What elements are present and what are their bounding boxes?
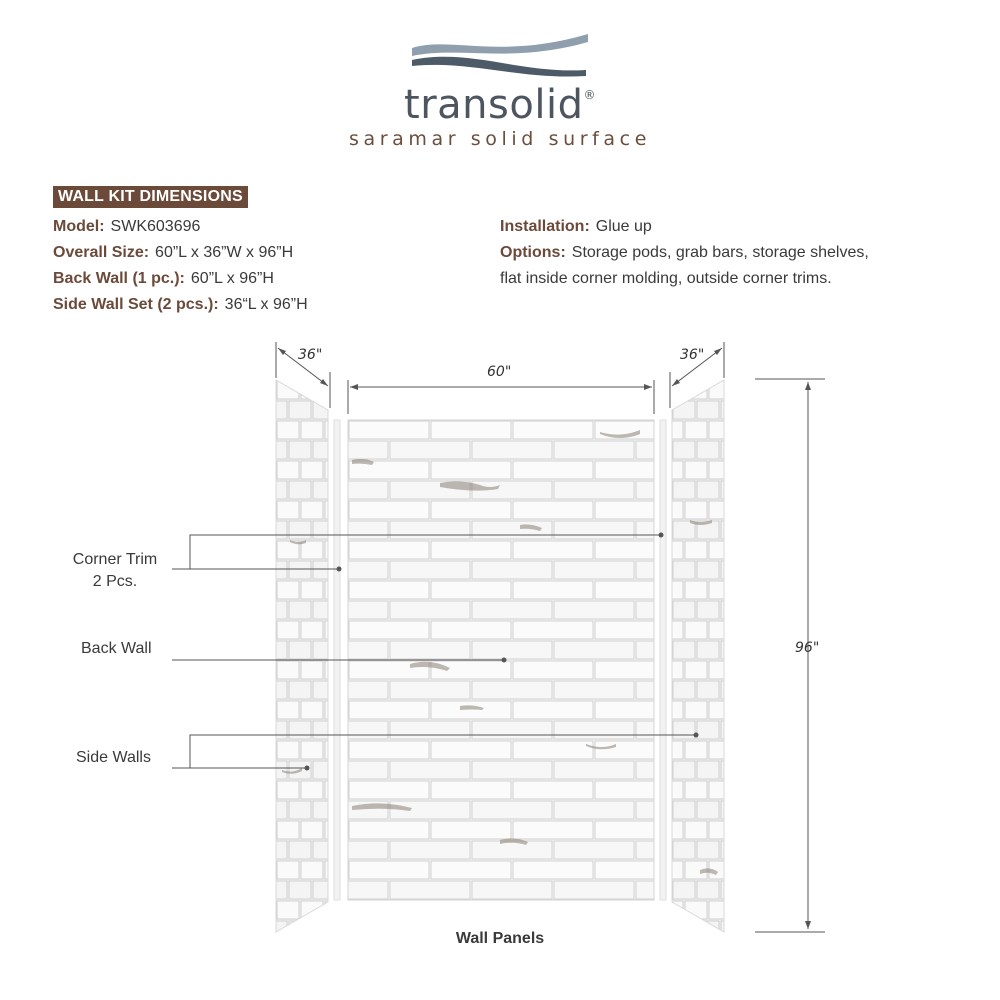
spec-options: Options: Storage pods, grab bars, storage shelves, flat inside corner molding, outside corner trims. bbox=[500, 244, 869, 287]
callout-corner-trim: Corner Trim 2 Pcs. bbox=[72, 551, 158, 590]
right-side-wall bbox=[672, 380, 724, 932]
brand-name: transolid® bbox=[404, 82, 596, 128]
brand-tagline: saramar solid surface bbox=[348, 128, 651, 150]
left-side-wall bbox=[276, 380, 328, 932]
registered-mark: ® bbox=[583, 88, 596, 102]
spec-side-wall-set: Side Wall Set (2 pcs.): 36“L x 96”H bbox=[53, 296, 308, 313]
section-header: WALL KIT DIMENSIONS bbox=[53, 186, 248, 208]
spec-back-wall: Back Wall (1 pc.): 60”L x 96”H bbox=[53, 270, 274, 287]
diagram-caption: Wall Panels bbox=[455, 930, 545, 947]
spec-model: Model: SWK603696 bbox=[53, 218, 201, 235]
spec-overall-size: Overall Size: 60”L x 36”W x 96”H bbox=[53, 244, 294, 261]
dim-left-side-label: 36" bbox=[298, 347, 323, 363]
dim-height-label: 96" bbox=[795, 640, 820, 656]
callout-side-walls: Side Walls bbox=[76, 749, 151, 766]
spec-installation: Installation: Glue up bbox=[500, 218, 652, 235]
right-corner-trim bbox=[660, 420, 666, 900]
callout-back-wall: Back Wall bbox=[81, 640, 152, 657]
dim-back-label: 60" bbox=[487, 364, 512, 380]
dim-right-side-label: 36" bbox=[680, 347, 705, 363]
